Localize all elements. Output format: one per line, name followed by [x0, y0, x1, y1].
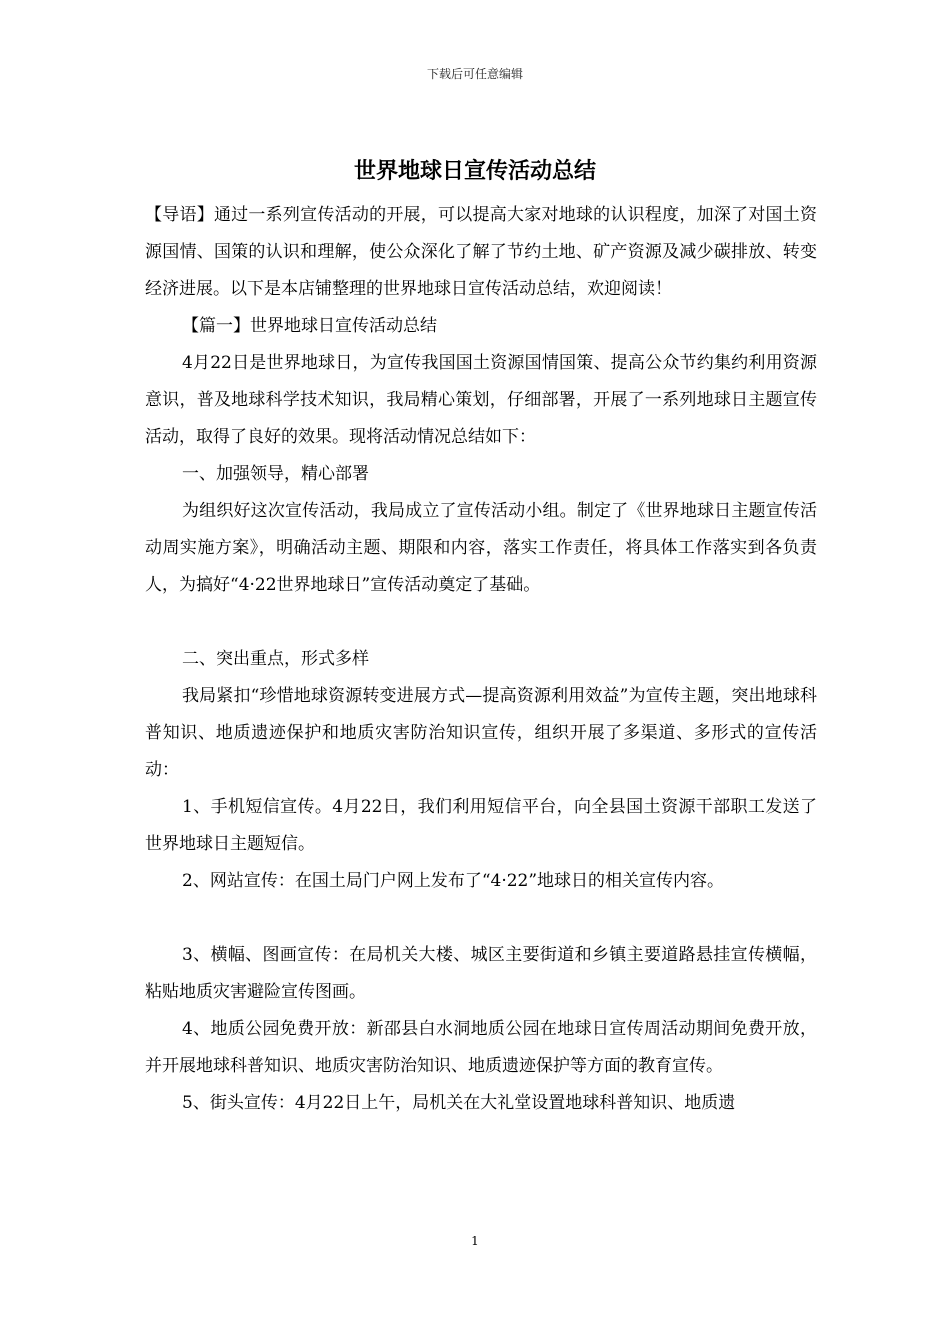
paragraph: 为组织好这次宣传活动，我局成立了宣传活动小组。制定了《世界地球日主题宣传活动周实施方案》，明确活动主题、期限和内容，落实工作责任，将具体工作落实到各负责人，为搞好“4·22世界地球日”宣传活动奠定了基础。 [145, 501, 817, 595]
list-item: 3、横幅、图画宣传：在局机关大楼、城区主要街道和乡镇主要道路悬挂宣传横幅，粘贴地质灾害避险宣传图画。 [145, 945, 817, 1002]
paragraph: 4月22日是世界地球日，为宣传我国国土资源国情国策、提高公众节约集约利用资源意识，普及地球科学技术知识，我局精心策划，仔细部署，开展了一系列地球日主题宣传活动，取得了良好的效果。现将活动情况总结如下： [145, 353, 817, 447]
section-heading: 【篇一】世界地球日宣传活动总结 [182, 316, 437, 336]
paragraph-spacer [145, 900, 817, 937]
list-item: 5、街头宣传：4月22日上午，局机关在大礼堂设置地球科普知识、地质遗 [182, 1093, 736, 1113]
document-title: 世界地球日宣传活动总结 [353, 158, 596, 184]
page-header-note: 下载后可任意编辑 [426, 67, 523, 81]
subsection-heading: 二、突出重点，形式多样 [182, 649, 369, 669]
page-number: 1 [471, 1234, 479, 1248]
subsection-heading: 一、加强领导，精心部署 [182, 464, 369, 484]
list-item: 4、地质公园免费开放：新邵县白水洞地质公园在地球日宣传周活动期间免费开放，并开展地球科普知识、地质灾害防治知识、地质遗迹保护等方面的教育宣传。 [145, 1019, 817, 1076]
document-body [145, 197, 817, 1122]
paragraph: 我局紧扣“珍惜地球资源转变进展方式—提高资源利用效益”为宣传主题，突出地球科普知识、地质遗迹保护和地质灾害防治知识宣传，组织开展了多渠道、多形式的宣传活动： [145, 686, 817, 780]
list-item: 1、手机短信宣传。4月22日，我们利用短信平台，向全县国土资源干部职工发送了世界地球日主题短信。 [145, 797, 817, 854]
paragraph-intro: 【导语】通过一系列宣传活动的开展，可以提高大家对地球的认识程度，加深了对国土资源国情、国策的认识和理解，使公众深化了解了节约土地、矿产资源及减少碳排放、转变经济进展。以下是本店铺整理的世界地球日宣传活动总结，欢迎阅读！ [145, 205, 817, 299]
list-item: 2、网站宣传：在国土局门户网上发布了“4·22”地球日的相关宣传内容。 [182, 871, 725, 891]
paragraph-spacer [145, 604, 817, 641]
